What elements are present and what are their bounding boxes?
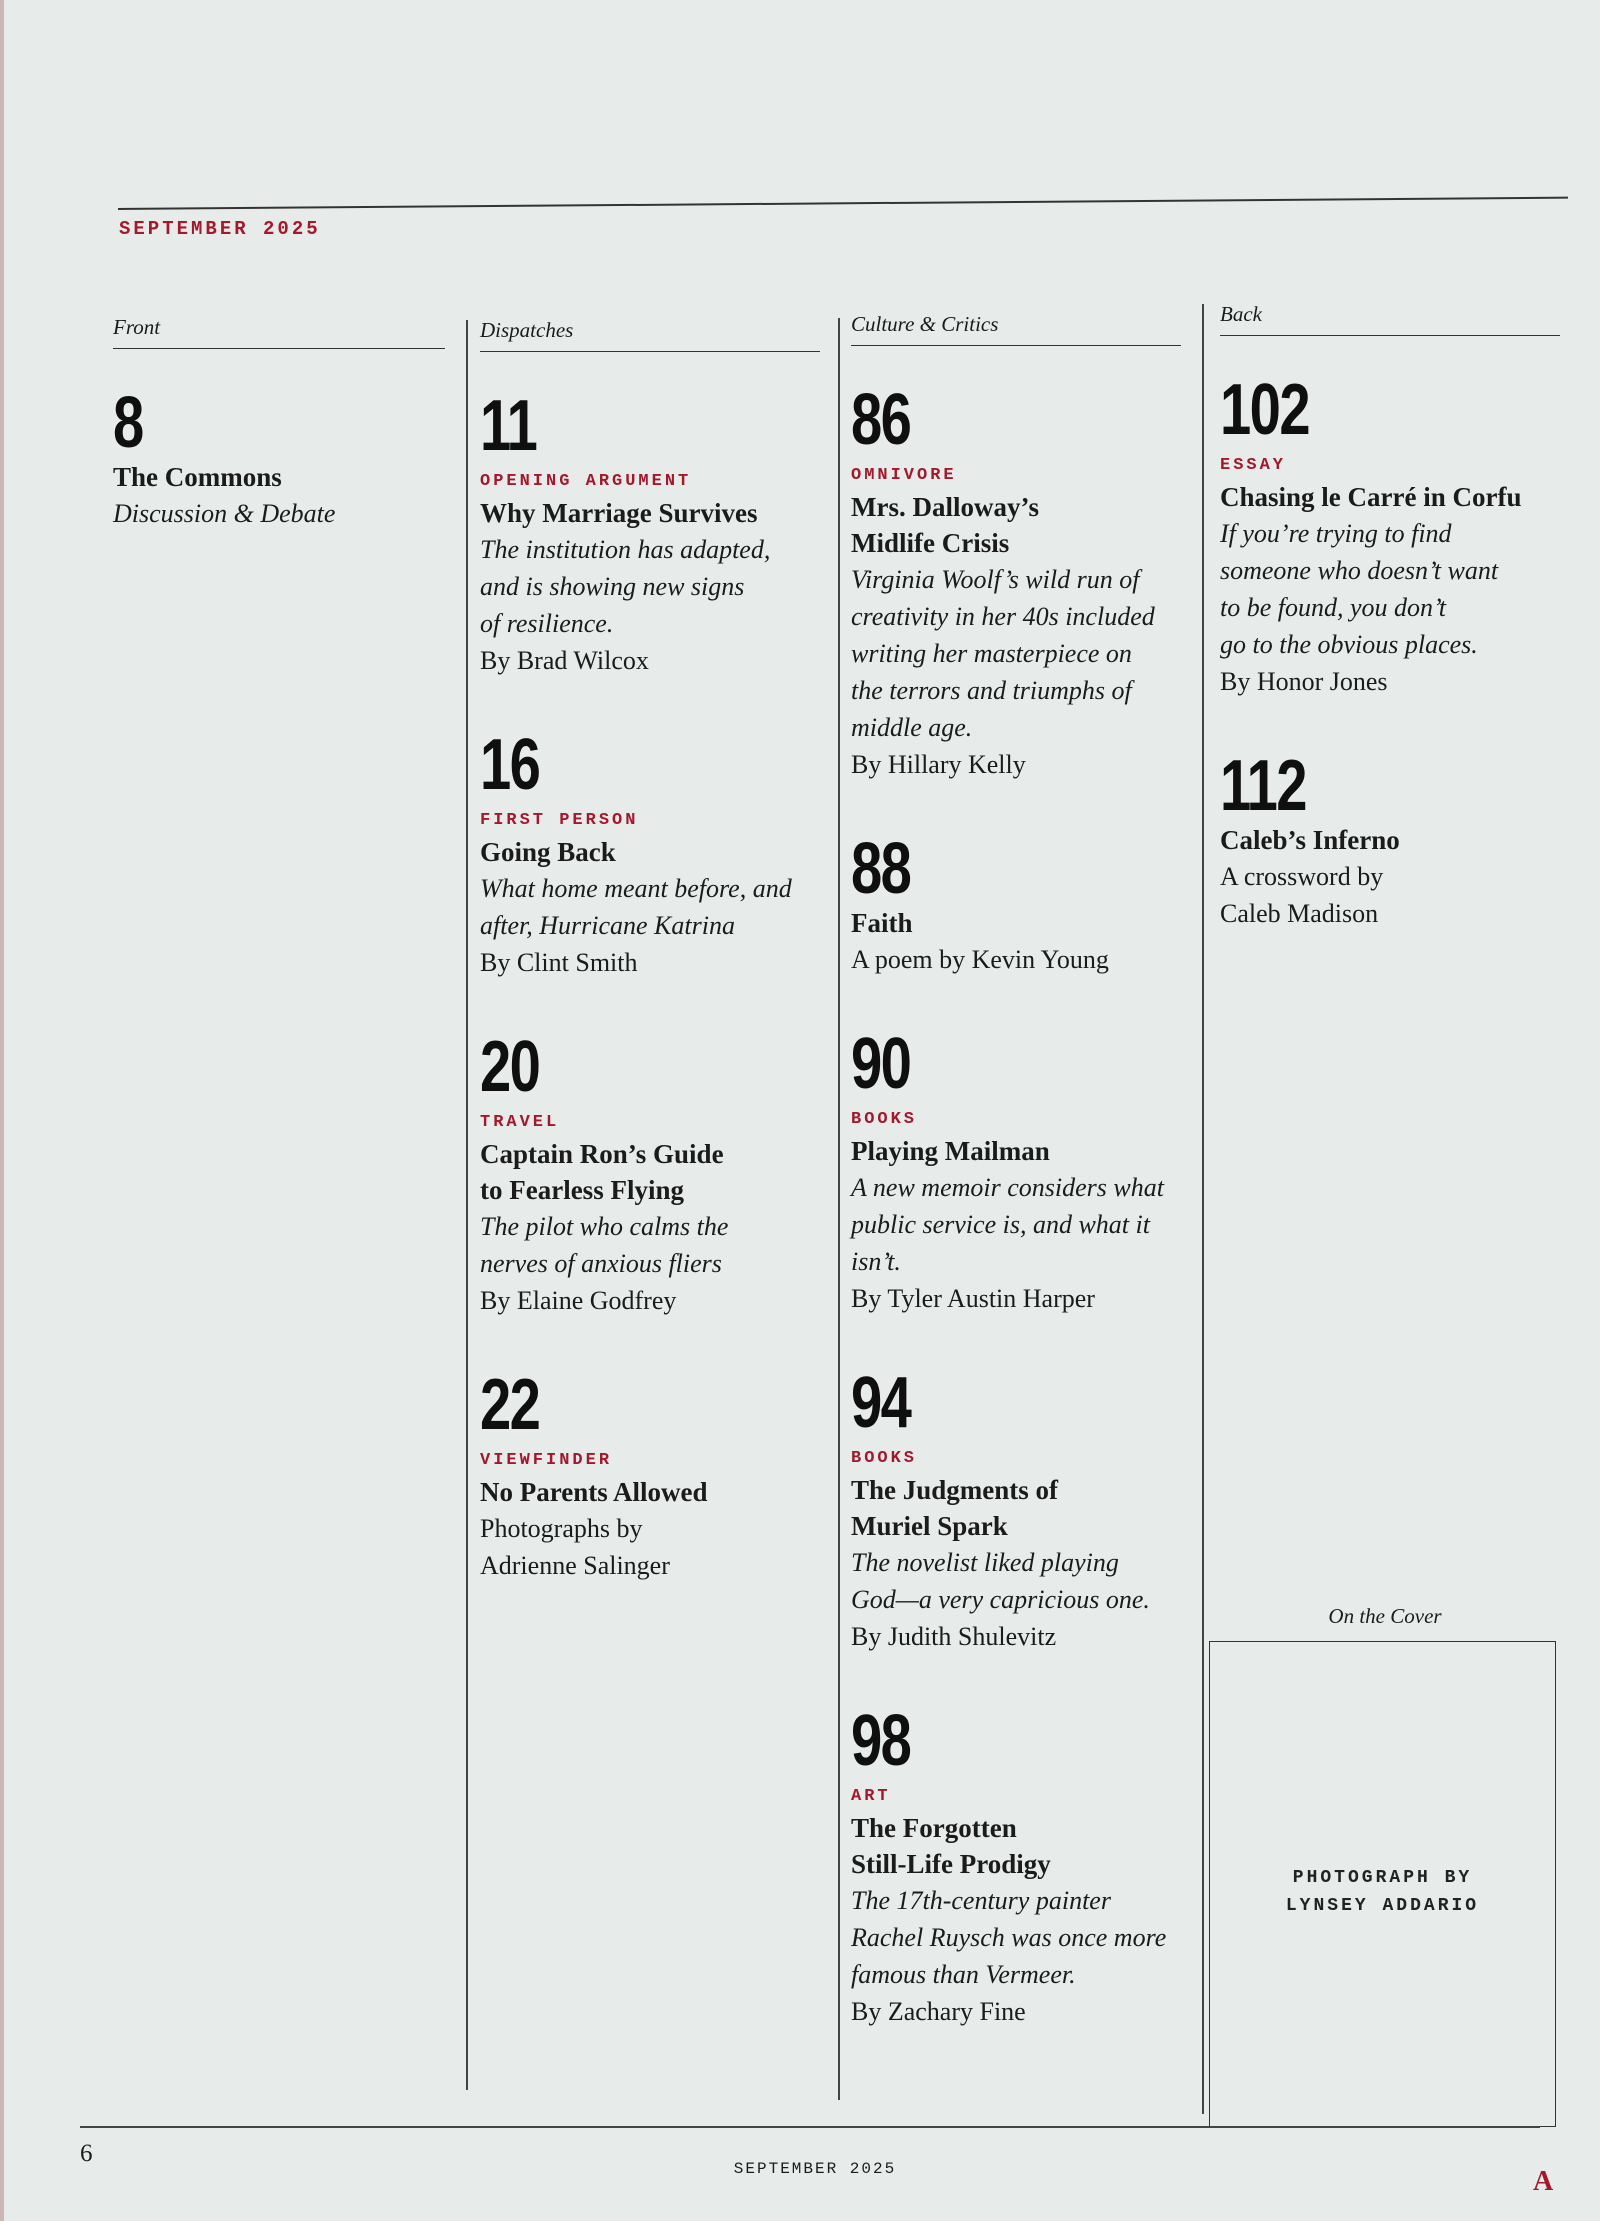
page-number-label: 22	[480, 1365, 540, 1445]
section-heading: Back	[1220, 302, 1560, 336]
article-byline: A poem by Kevin Young	[851, 945, 1109, 974]
page-edge	[0, 0, 4, 2221]
article-dek: Virginia Woolf’s wild run of creativity in her 40s included writing her masterpiece on the terrors and triumphs of middle age.	[851, 565, 1155, 742]
article-byline: By Elaine Godfrey	[480, 1286, 677, 1315]
rubric-label: BOOKS	[851, 1110, 918, 1129]
front-column	[113, 315, 445, 582]
cover-credit: PHOTOGRAPH BY LYNSEY ADDARIO	[1285, 1868, 1480, 1916]
article-byline: By Honor Jones	[1220, 667, 1388, 696]
top-rule	[118, 197, 1568, 210]
bottom-rule	[80, 2126, 1540, 2128]
rubric-label: ART	[851, 1787, 891, 1806]
article-byline: By Judith Shulevitz	[851, 1622, 1057, 1651]
article-title: Mrs. Dalloway’s Midlife Crisis	[851, 492, 1039, 558]
dispatches-entries	[480, 386, 820, 1584]
article-title: The Commons	[113, 462, 282, 492]
cover-label: On the Cover	[1328, 1604, 1442, 1628]
article-dek: A new memoir considers what public service is, and what it isn’t.	[851, 1173, 1164, 1276]
rubric-label: TRAVEL	[480, 1113, 560, 1132]
culture-entries	[851, 380, 1181, 2030]
toc-entry[interactable]	[1220, 746, 1560, 932]
article-byline: By Hillary Kelly	[851, 750, 1026, 779]
toc-entry[interactable]	[480, 1365, 820, 1584]
back-column	[1220, 302, 1560, 982]
page-number-label: 8	[113, 383, 143, 463]
article-title: The Judgments of Muriel Spark	[851, 1475, 1059, 1541]
rubric-label: OMNIVORE	[851, 466, 957, 485]
page-number-label: 112	[1220, 746, 1306, 826]
section-heading: Front	[113, 315, 445, 349]
section-heading: Culture & Critics	[851, 312, 1181, 346]
article-dek: The pilot who calms the nerves of anxious fliers	[480, 1212, 729, 1278]
toc-entry[interactable]	[851, 380, 1181, 783]
column-divider	[466, 320, 468, 2090]
article-title: Why Marriage Survives	[480, 498, 758, 528]
toc-entry[interactable]	[851, 1363, 1181, 1655]
cover-box	[1209, 1641, 1556, 2127]
page-number-label: 86	[851, 380, 911, 460]
rubric-label: ESSAY	[1220, 456, 1287, 475]
rubric-label: VIEWFINDER	[480, 1451, 613, 1470]
article-dek: What home meant before, and after, Hurricane Katrina	[480, 874, 792, 940]
toc-entry[interactable]	[113, 383, 445, 532]
issue-date: SEPTEMBER 2025	[119, 218, 321, 240]
toc-entry[interactable]	[851, 1701, 1181, 2030]
article-byline: By Zachary Fine	[851, 1997, 1026, 2026]
toc-entry[interactable]	[480, 725, 820, 981]
article-title: Faith	[851, 908, 913, 938]
article-title: No Parents Allowed	[480, 1477, 708, 1507]
article-byline: By Brad Wilcox	[480, 646, 649, 675]
rubric-label: BOOKS	[851, 1449, 918, 1468]
page-number-label: 20	[480, 1027, 540, 1107]
page-number-label: 98	[851, 1701, 911, 1781]
page-number-label: 102	[1220, 370, 1310, 450]
toc-entry[interactable]	[1220, 370, 1560, 700]
article-title: Captain Ron’s Guide to Fearless Flying	[480, 1139, 724, 1205]
front-entries	[113, 383, 445, 532]
article-byline: A crossword by Caleb Madison	[1220, 862, 1384, 928]
article-title: Caleb’s Inferno	[1220, 825, 1400, 855]
page-number-label: 94	[851, 1363, 911, 1443]
article-byline: Photographs by Adrienne Salinger	[480, 1514, 670, 1580]
toc-entry[interactable]	[480, 1027, 820, 1319]
rubric-label: OPENING ARGUMENT	[480, 472, 692, 491]
article-title: Chasing le Carré in Corfu	[1220, 482, 1522, 512]
toc-entry[interactable]	[480, 386, 820, 679]
toc-entry[interactable]	[851, 1024, 1181, 1317]
article-title: Playing Mailman	[851, 1136, 1050, 1166]
dispatches-column	[480, 318, 820, 1634]
article-byline: By Tyler Austin Harper	[851, 1284, 1095, 1313]
section-heading: Dispatches	[480, 318, 820, 352]
footer-date: SEPTEMBER 2025	[733, 2160, 897, 2178]
toc-entry[interactable]	[851, 829, 1181, 978]
article-dek: If you’re trying to find someone who doesn’t want to be found, you don’t go to the obvious places.	[1220, 519, 1499, 659]
page-number-label: 11	[480, 386, 537, 466]
article-dek: The institution has adapted, and is showing new signs of resilience.	[480, 535, 771, 638]
column-divider	[1202, 304, 1204, 2114]
page-number-label: 90	[851, 1024, 911, 1104]
article-title: The Forgotten Still-Life Prodigy	[851, 1813, 1051, 1879]
logo-mark: A	[1533, 2166, 1554, 2197]
article-dek: Discussion & Debate	[113, 499, 336, 528]
page-number-label: 16	[480, 725, 540, 805]
column-divider	[838, 318, 840, 2100]
page-number: 6	[80, 2140, 93, 2167]
rubric-label: FIRST PERSON	[480, 811, 639, 830]
page-number-label: 88	[851, 829, 911, 909]
culture-column	[851, 312, 1181, 2080]
back-entries	[1220, 370, 1560, 932]
article-dek: The novelist liked playing God—a very capricious one.	[851, 1548, 1150, 1614]
article-dek: The 17th-century painter Rachel Ruysch was once more famous than Vermeer.	[851, 1886, 1167, 1989]
article-byline: By Clint Smith	[480, 948, 638, 977]
article-title: Going Back	[480, 837, 616, 867]
